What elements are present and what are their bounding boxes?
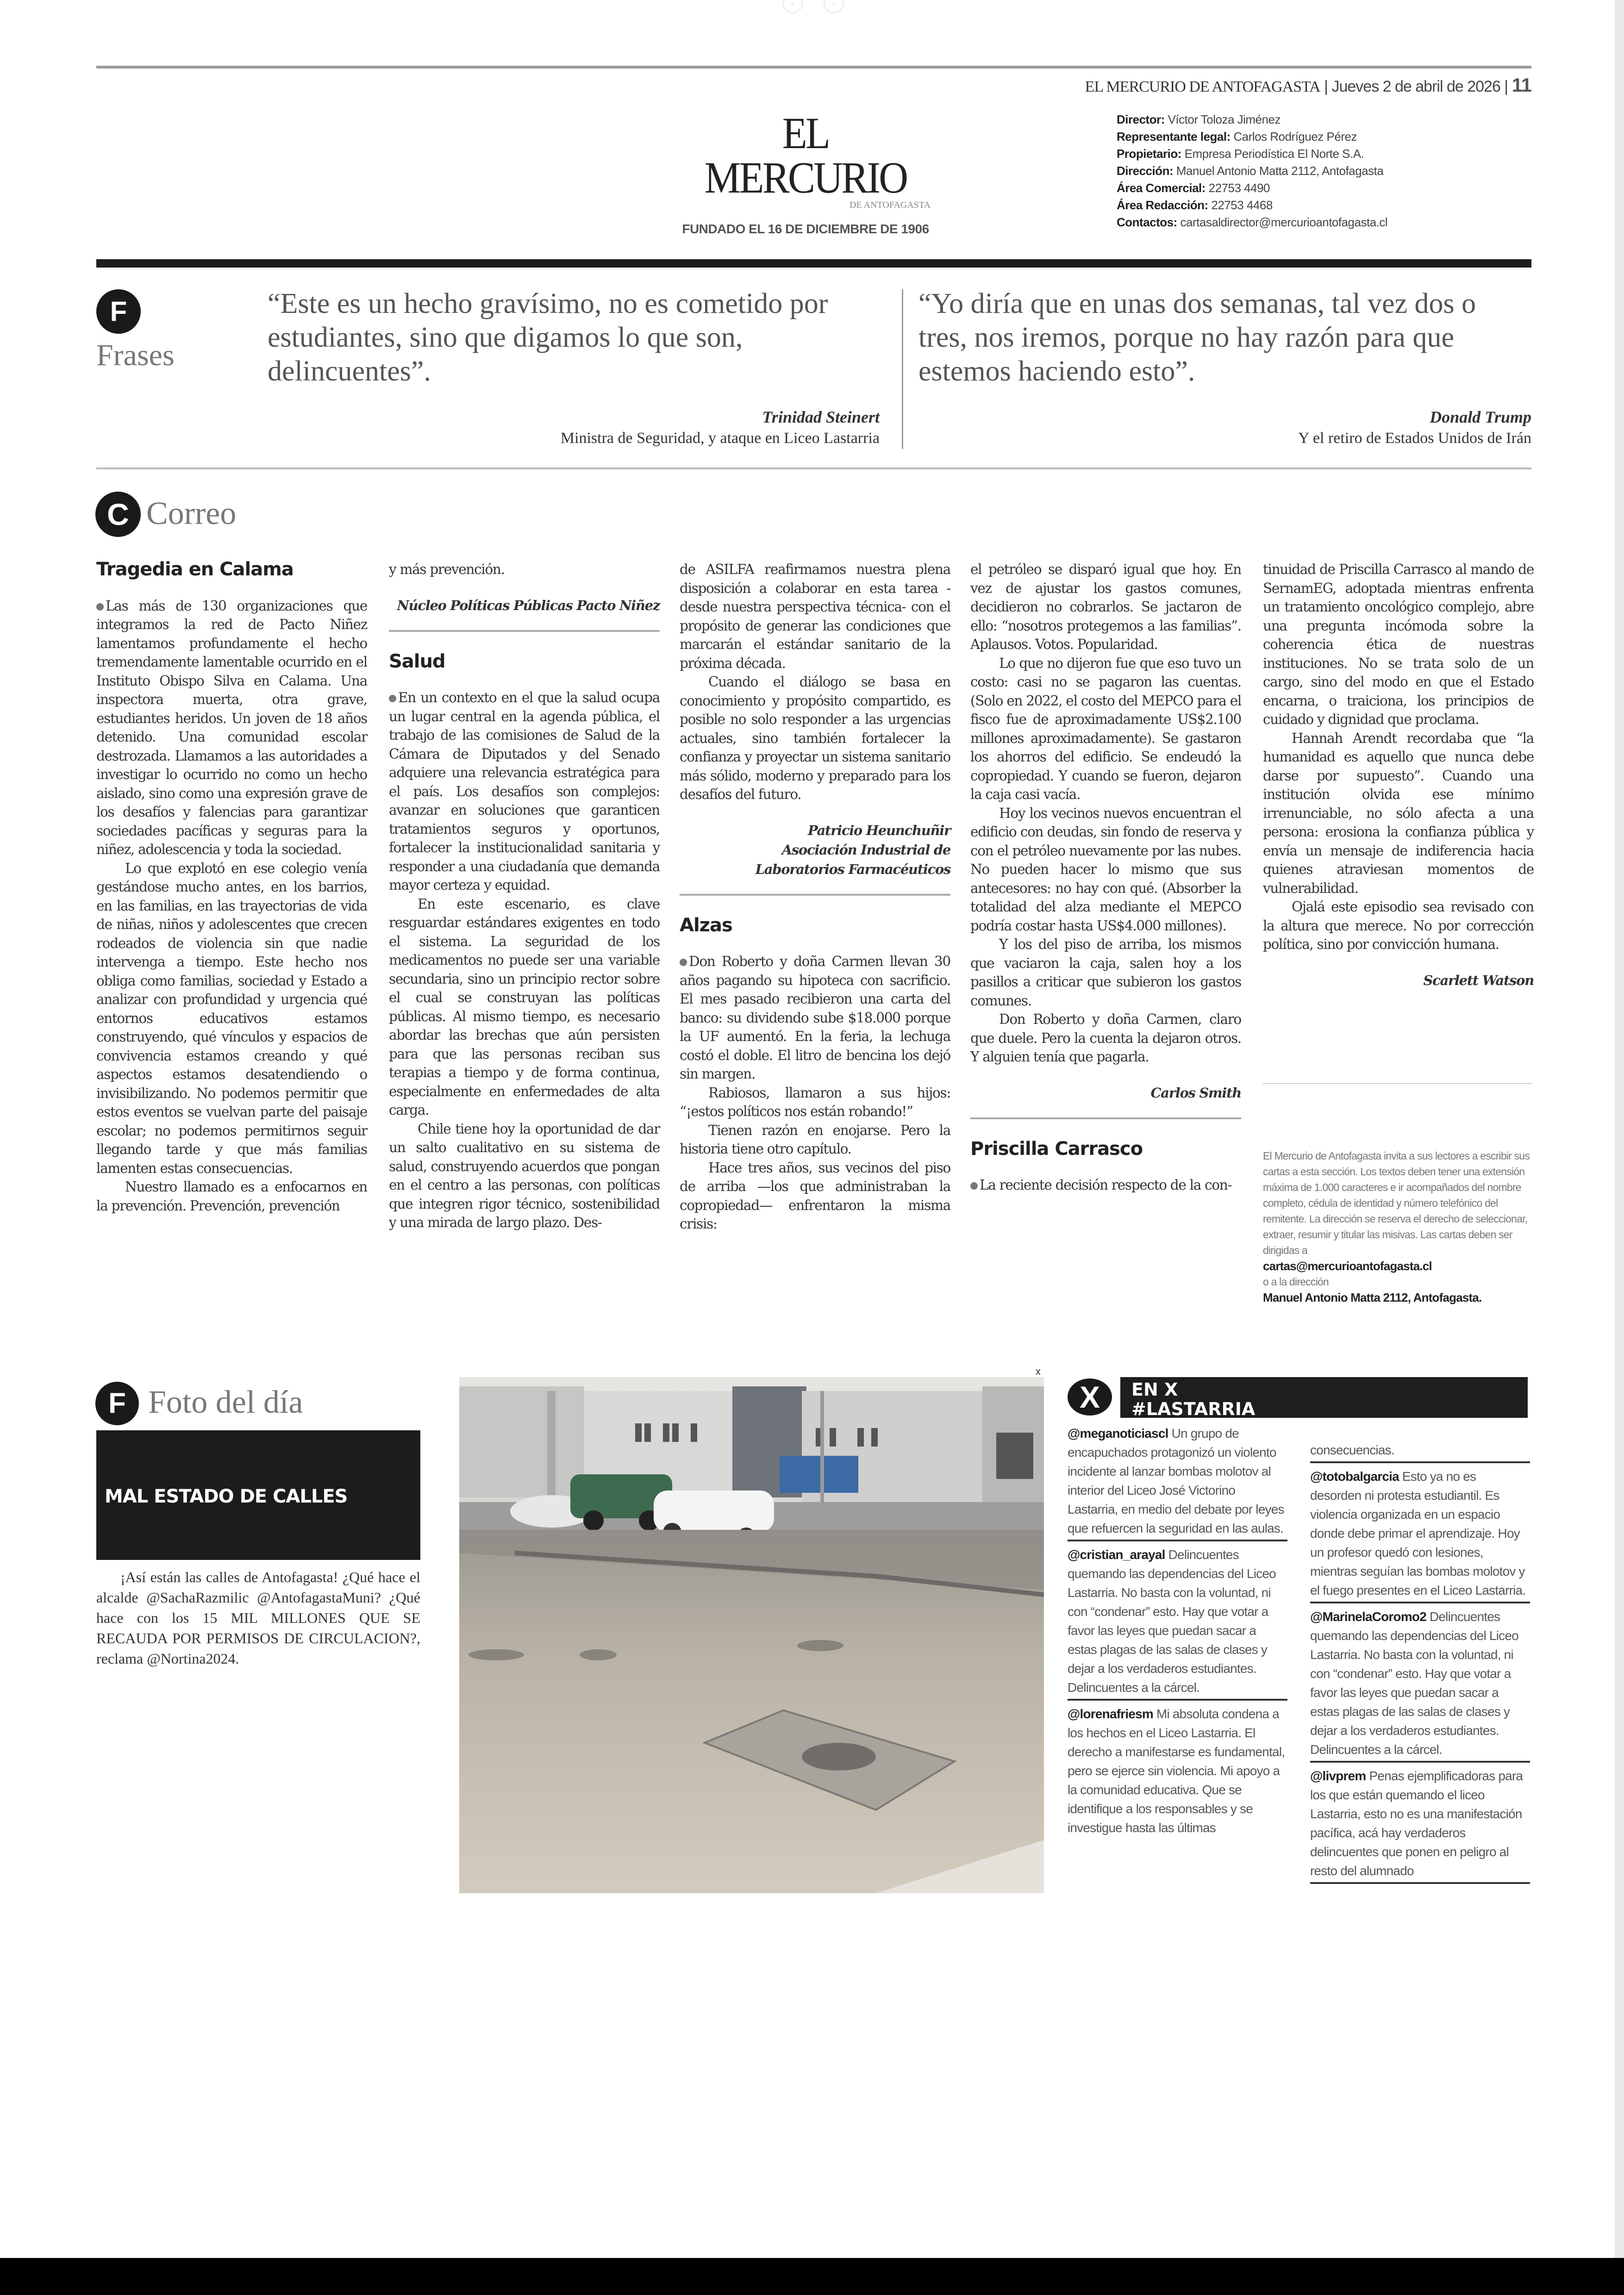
letter-paragraph: el petróleo se disparó igual que hoy. En vez de ajustar los gastos comunes, decidieron no cobrarlos. Se jactaron de ello: “nosotros protegemos a las familias”. Aplausos. Votos. Popularidad. <box>970 561 1241 652</box>
foto-headline: MAL ESTADO DE CALLES <box>105 1486 348 1507</box>
letter-divider <box>389 630 660 632</box>
letter-title: Tragedia en Calama <box>96 559 294 580</box>
letter-paragraph: En este escenario, es clave resguardar estándares exigentes en todo el sistema. La seguridad de los medicamentos no puede ser una variable secundaria, sino un principio rector sobre el cual se construyan las políticas públicas. Al mismo tiempo, es necesario abordar las brechas que aún persisten para que las personas reciban sus terapias a tiempo y de forma continua, especialmente en enfermedades de alta carga. <box>389 896 660 1118</box>
page-number: 11 <box>1512 74 1531 96</box>
quote-2: “Yo diría que en unas dos semanas, tal vez dos o tres, nos iremos, porque no hay razón para que estemos haciendo esto”. <box>918 288 1476 387</box>
tweet-handle[interactable]: @meganoticiascl <box>1068 1426 1168 1441</box>
issue-date: Jueves 2 de abril de 2026 <box>1331 78 1500 95</box>
quote-2-attribution <box>1298 407 1531 447</box>
letters-column-4 <box>970 560 1241 1195</box>
foto-caption: ¡Así están las calles de Antofagasta! ¿Qué hace el alcalde @SachaRazmilic @AntofagastaMuni? ¿Qué hace con los 15 MIL MILLONES QUE SE RECAUDA POR PERMISOS DE CIRCULACION?, reclama @Nortina2024. <box>96 1569 420 1667</box>
chevron-right-icon: › <box>832 0 836 9</box>
letter-signature: Carlos Smith <box>1150 1085 1241 1101</box>
letter-signature: Patricio Heunchuñir Asociación Industrial de Laboratorios Farmacéuticos <box>755 822 950 877</box>
en-x-title: EN X <box>1131 1379 1178 1400</box>
section-rule <box>96 259 1531 268</box>
letters-email-link[interactable]: cartas@mercurioantofagasta.cl <box>1263 1259 1432 1273</box>
letter-title: Salud <box>389 650 445 672</box>
letter-paragraph: de ASILFA reafirmamos nuestra plena disposición a colaborar en esta tarea -desde nuestra perspectiva técnica- con el propósito de generar las condiciones que marcarán el estándar sanitario de la próxima década. <box>680 561 950 671</box>
bullet-icon <box>970 1182 978 1190</box>
letter-paragraph: Las más de 130 organizaciones que integramos la red de Pacto Niñez lamentamos profundamente el hecho tremendamente lamentable ocurrido en el Instituto Obispo Silva en Calama. Una inspectora muerta, otra grave, estudiantes heridos. Un joven de 18 años detenido. Una comunidad escolar destrozada. Llamamos a las autoridades a investigar lo ocurrido no como un hecho aislado, sino como una expresión grave de los desafíos y falencias para garantizar sociedades pacíficas y seguras para la niñez, adolescencia y toda la sociedad. <box>96 598 367 857</box>
quote-1-role: Ministra de Seguridad, y ataque en Liceo Lastarria <box>560 430 880 447</box>
running-head-title: EL MERCURIO DE ANTOFAGASTA <box>1085 78 1320 95</box>
letter-paragraph: y más prevención. <box>389 561 505 577</box>
tweet-text: Mi absoluta condena a los hechos en el Liceo Lastarria. El derecho a manifestarse es fundamental, pero se ejerce sin violencia. Mi apoyo a la comunidad educativa. Que se identifique a los responsables y se investigue hasta las últimas <box>1068 1707 1285 1835</box>
tweet <box>1310 1467 1530 1603</box>
logo-subtitle: DE ANTOFAGASTA <box>849 200 931 210</box>
info-rule <box>1263 1083 1531 1084</box>
letters-column-1 <box>96 560 367 1215</box>
running-head: EL MERCURIO DE ANTOFAGASTA | Jueves 2 de abril de 2026 | 11 <box>1085 74 1531 96</box>
correo-badge-icon: C <box>95 492 141 537</box>
letter-paragraph: Don Roberto y doña Carmen, claro que duele. Pero la cuenta la dejaron otros. Y alguien tenía que pagarla. <box>970 1011 1241 1065</box>
policy-address: Manuel Antonio Matta 2112, Antofagasta. <box>1263 1291 1482 1304</box>
header-rule <box>96 66 1531 69</box>
masthead-logo <box>667 108 944 237</box>
tweet-text: Delincuentes quemando las dependencias del Liceo Lastarria. No basta con la voluntad, ni con “condenar” esto. Hay que votar a favor las leyes que puedan sacar a estas plagas de las salas de clases y dejar a los verdaderos estudiantes. Delincuentes a la cárcel. <box>1310 1609 1518 1757</box>
letter-paragraph: Y los del piso de arriba, los mismos que vaciaron la caja, salen hoy a los pasillos a criticar que subieron los gastos comunes. <box>970 936 1241 1009</box>
tweet-handle[interactable]: @lorenafriesm <box>1068 1707 1153 1721</box>
frases-badge-icon: F <box>96 289 141 334</box>
tweets-column-2 <box>1310 1441 1530 1888</box>
logo-name: EL MERCURIO <box>704 108 907 202</box>
tweet-text: Esto ya no es desorden ni protesta estudiantil. Es violencia organizada en un espacio donde debe primar el aprendizaje. Hoy un profesor quedó con lesiones, mientras seguían las bombas molotov y el fuego presentes en el Liceo Lastarria. <box>1310 1469 1526 1597</box>
quote-1-author: Trinidad Steinert <box>762 408 880 426</box>
foto-badge-icon: F <box>95 1382 139 1425</box>
policy-text: El Mercurio de Antofagasta invita a sus lectores a escribir sus cartas a esta sección. Los textos deben tener una extensión máxima de 1.000 caracteres e ir acompañados del nombre completo, cédula de identidad y número telefónico del remitente. La dirección se reserva el derecho de seleccionar, extraer, resumir y titular las misivas. Las cartas deben ser dirigidas a <box>1263 1150 1530 1256</box>
letter-title: Alzas <box>680 914 732 936</box>
letter-signature: Núcleo Políticas Públicas Pacto Niñez <box>397 597 660 613</box>
bullet-icon <box>680 959 687 966</box>
letter-paragraph: Don Roberto y doña Carmen llevan 30 años pagando su hipoteca con sacrificio. El mes pasado recibieron una carta del banco: su dividendo sube $18.000 porque la UF aumentó. En la feria, la lechuga costó el doble. El litro de bencina los dejó sin margen. <box>680 954 950 1082</box>
letter-paragraph: Cuando el diálogo se basa en conocimiento y propósito compartido, es posible no solo responder a las urgencias actuales, sino también fortalecer la confianza y proyectar un sistema sanitario más sólido, moderno y preparado para los desafíos del futuro. <box>680 674 950 802</box>
tweet-continuation <box>1310 1441 1530 1463</box>
bullet-icon <box>389 695 396 702</box>
frases-label: Frases <box>96 338 175 372</box>
tweet <box>1068 1424 1287 1541</box>
tweet <box>1068 1704 1287 1839</box>
tweet <box>1068 1545 1287 1701</box>
letter-paragraph: Hoy los vecinos nuevos encuentran el edificio con deudas, sin fondo de reserva y con el petróleo nuevamente por las nubes. No pueden hacer lo mismo que sus antecesores: no hay con qué. (Absorber la totalidad del alza mediante el MEPCO podría costar hasta US$4.000 millones). <box>970 805 1241 934</box>
letters-column-2 <box>389 560 660 1232</box>
letter-paragraph: Tienen razón en enojarse. Pero la historia tiene otro capítulo. <box>680 1122 950 1157</box>
letters-policy-box <box>1263 1148 1531 1305</box>
policy-or-address: o a la dirección <box>1263 1276 1329 1288</box>
staff-commercial: Área Comercial: 22753 4490 <box>1117 181 1270 195</box>
letter-paragraph: Hace tres años, sus vecinos del piso de arriba —los que administraban la copropiedad— enfrentaron la misma crisis: <box>680 1160 950 1232</box>
street-photo <box>459 1377 1044 1893</box>
letter-divider <box>970 1117 1241 1119</box>
viewer-nav <box>782 0 844 13</box>
letters-column-3 <box>680 560 950 1234</box>
prev-page-button[interactable] <box>782 0 803 13</box>
tweet <box>1310 1607 1530 1763</box>
correo-label: Correo <box>146 496 237 531</box>
staff-legal-rep: Representante legal: Carlos Rodríguez Pérez <box>1117 130 1357 143</box>
quote-2-author: Donald Trump <box>1430 408 1531 426</box>
letter-paragraph: Chile tiene hoy la oportunidad de dar un salto cualitativo en su sistema de salud, construyendo acuerdos que pongan en el centro a las personas, con políticas que integren rigor técnico, sostenibilidad y una mirada de largo plazo. Des- <box>389 1121 660 1230</box>
quote-2-role: Y el retiro de Estados Unidos de Irán <box>1298 430 1531 447</box>
letter-paragraph: En un contexto en el que la salud ocupa un lugar central en la agenda pública, el trabajo de las comisiones de Salud de la Cámara de Diputados y del Senado adquiere una relevancia estratégica para el país. Los desafíos son complejos: avanzar en soluciones que garanticen tratamientos seguros y oportunos, fortalecer la institucionalidad sanitaria y responder a una ciudadanía que demanda mayor certeza y equidad. <box>389 690 660 893</box>
letter-title: Priscilla Carrasco <box>970 1138 1143 1160</box>
x-logo-icon: X <box>1068 1378 1112 1416</box>
tweet-text: consecuencias. <box>1310 1443 1394 1457</box>
staff-newsroom: Área Redacción: 22753 4468 <box>1117 198 1273 212</box>
tweet-text: Un grupo de encapuchados protagonizó un violento incidente al lanzar bombas molotov al interior del Liceo José Victorino Lastarria, en medio del debate por leyes que refuercen la seguridad en las aulas. <box>1068 1426 1284 1535</box>
tweet-handle[interactable]: @MarinelaCoromo2 <box>1310 1609 1426 1624</box>
tweet-text: Penas ejemplificadoras para los que están quemando el liceo Lastarria, esto no es una manifestación pacífica, acá hay verdaderos delincuentes que ponen en peligro al resto del alumnado <box>1310 1769 1523 1878</box>
viewer-scrollbar[interactable] <box>1615 0 1624 2295</box>
staff-contacts: Contactos: cartasaldirector@mercurioantofagasta.cl <box>1117 215 1388 229</box>
tweet <box>1310 1766 1530 1884</box>
quote-1: “Este es un hecho gravísimo, no es cometido por estudiantes, sino que digamos lo que son, delincuentes”. <box>268 288 828 387</box>
letter-paragraph: tinuidad de Priscilla Carrasco al mando de SernamEG, adoptada mientras enfrenta un tratamiento oncológico complejo, abre una pregunta incómoda sobre la coherencia ética de nuestras instituciones. No se trata solo de un cargo, sino del modo en que el Estado encarna, o traiciona, los principios de cuidado y dignidad que proclama. <box>1263 561 1534 727</box>
staff-owner: Propietario: Empresa Periodística El Norte S.A. <box>1117 147 1364 161</box>
quote-divider <box>902 289 903 449</box>
tweet-handle[interactable]: @totobalgarcia <box>1310 1469 1399 1484</box>
tweet-text: Delincuentes quemando las dependencias del Liceo Lastarria. No basta con la voluntad, ni con “condenar” esto. Hay que votar a favor las leyes que puedan sacar a estas plagas de las salas de clases y dejar a los verdaderos estudiantes. Delincuentes a la cárcel. <box>1068 1547 1276 1695</box>
foto-label: Foto del día <box>148 1384 303 1420</box>
staff-director: Director: Víctor Toloza Jiménez <box>1117 112 1280 126</box>
contact-email-link[interactable]: cartasaldirector@mercurioantofagasta.cl <box>1180 215 1388 229</box>
letter-paragraph: Rabiosos, llamaron a sus hijos: “¡estos políticos nos están robando!” <box>680 1085 950 1119</box>
viewer-bottom-bar <box>0 2258 1624 2295</box>
letter-signature: Scarlett Watson <box>1423 972 1534 988</box>
foto-headline-box <box>96 1430 420 1560</box>
tweet-handle[interactable]: @cristian_arayal <box>1068 1547 1165 1562</box>
frases-bottom-rule <box>96 468 1531 469</box>
next-page-button[interactable] <box>824 0 844 13</box>
letter-paragraph: Lo que explotó en ese colegio venía gestándose mucho antes, en los barrios, en las familias, en las trayectorias de vida de niñas, niños y adolescentes que crecen rodeados de violencia sin que nadie intervenga a tiempo. Este hecho nos obliga como familias, sociedad y Estado a analizar con profundidad y urgencia qué entornos educativos estamos construyendo, qué vínculos y espacios de convivencia estamos creando y qué aspectos estamos desatendiendo o invisibilizando. No podemos permitir que estos eventos se vuelvan parte del paisaje escolar; no podemos permitirnos seguir llegando tarde y que más familias lamenten estas consecuencias. <box>96 860 367 1176</box>
letter-paragraph: Lo que no dijeron fue que eso tuvo un costo: casi no se pagaron las cuentas. (Solo en 2022, el costo del MEPCO para el fisco fue de aproximadamente US$2.100 millones aproximadamente). Se gastaron los ahorros del edificio. Se endeudó la copropiedad. Y cuando se fueron, dejaron la caja casi vacía. <box>970 655 1241 802</box>
founded-line: FUNDADO EL 16 DE DICIEMBRE DE 1906 <box>682 222 929 236</box>
letter-divider <box>680 894 950 896</box>
staff-box <box>1117 111 1387 231</box>
quote-1-attribution <box>561 407 880 447</box>
letter-paragraph: Ojalá este episodio sea revisado con la altura que merece. No por corrección política, sino por convicción humana. <box>1263 899 1534 952</box>
tweet-handle[interactable]: @livprem <box>1310 1769 1366 1783</box>
en-x-hashtag[interactable]: #LASTARRIA <box>1131 1399 1255 1419</box>
bullet-icon <box>96 603 104 611</box>
en-x-header <box>1120 1377 1528 1418</box>
letter-paragraph: Nuestro llamado es a enfocarnos en la prevención. Prevención, prevención <box>96 1179 367 1214</box>
letter-paragraph: Hannah Arendt recordaba que “la humanidad es aquello que nunca debe darse por supuesto”. Cuando una institución olvida ese mínimo irrenunciable, no sólo afecta a una persona: erosiona la confianza pública y envía un mensaje de indiferencia hacia quienes atraviesan momentos de vulnerabilidad. <box>1263 730 1534 896</box>
chevron-left-icon: ‹ <box>791 0 794 9</box>
photo-close-icon[interactable]: x <box>1036 1366 1041 1377</box>
staff-address: Dirección: Manuel Antonio Matta 2112, Antofagasta <box>1117 164 1384 178</box>
letters-column-5 <box>1263 560 1534 990</box>
letter-paragraph: La reciente decisión respecto de la con- <box>970 1176 1241 1195</box>
tweets-column-1 <box>1068 1424 1287 1843</box>
